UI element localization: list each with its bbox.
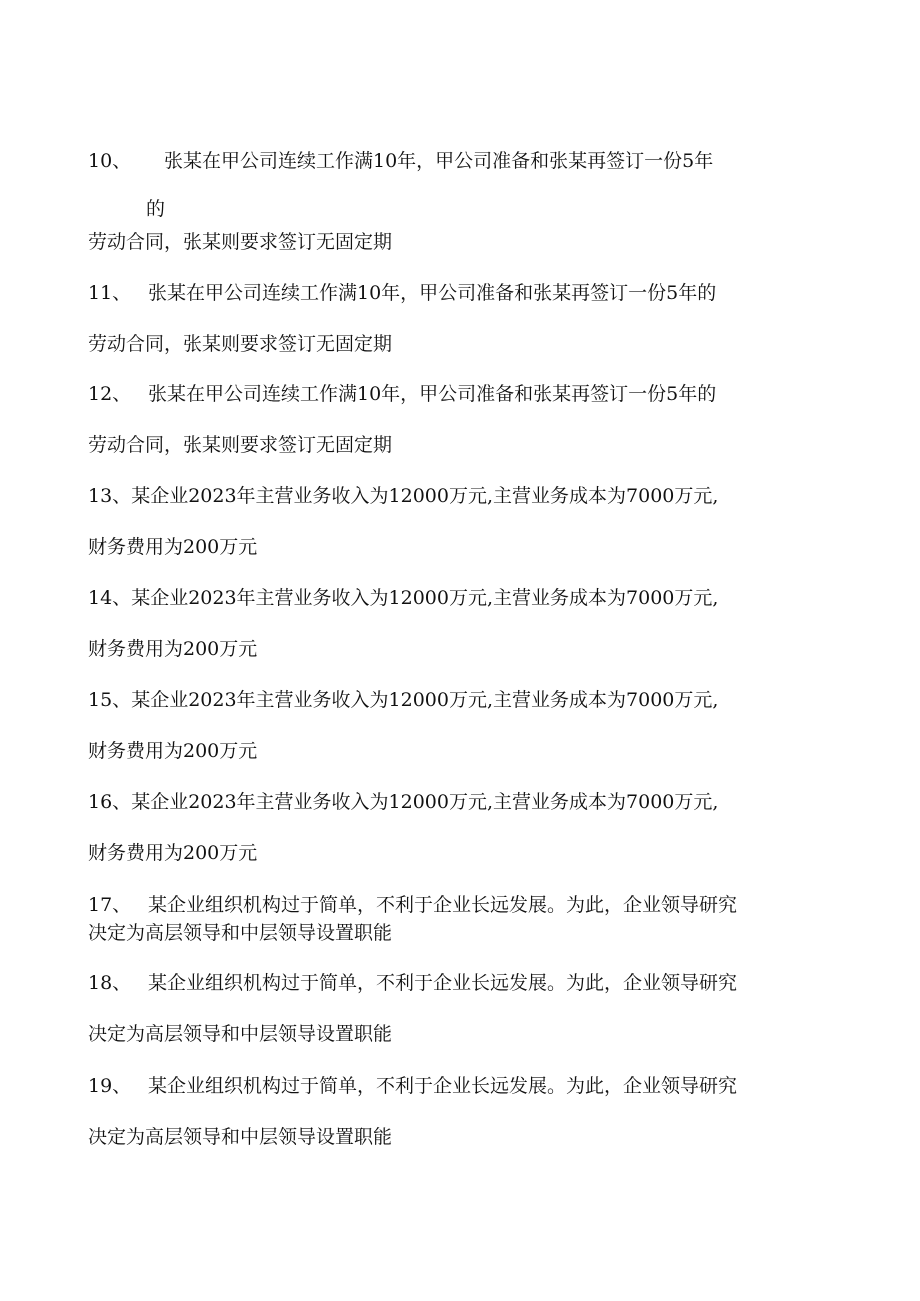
question-text: 某企业2023年主营业务收入为12000万元,主营业务成本为7000万元, (131, 587, 719, 609)
question-number: 11、 (88, 282, 132, 304)
question-text: 某企业2023年主营业务收入为12000万元,主营业务成本为7000万元, (131, 689, 719, 711)
question-11-line-1 (88, 280, 716, 306)
question-text: 张某在甲公司连续工作满10年，甲公司准备和张某再签订一份5年的 (148, 282, 717, 304)
question-number: 14、 (88, 587, 132, 609)
question-text: 某企业2023年主营业务收入为12000万元,主营业务成本为7000万元, (131, 485, 719, 507)
question-13-line-2 (88, 534, 257, 560)
question-number: 19、 (88, 1075, 132, 1097)
question-text-wrap: 的 (146, 198, 166, 220)
question-17-line-2 (88, 920, 392, 946)
question-text: 决定为高层领导和中层领导设置职能 (88, 922, 393, 944)
question-12-line-1 (88, 381, 716, 407)
question-18-line-2 (88, 1021, 392, 1047)
question-text: 决定为高层领导和中层领导设置职能 (88, 1023, 393, 1045)
question-text: 某企业组织机构过于简单，不利于企业长远发展。为此，企业领导研究 (148, 972, 738, 994)
question-text: 财务费用为200万元 (88, 842, 258, 864)
question-19-line-1 (88, 1073, 737, 1099)
question-11-line-2 (88, 331, 392, 357)
question-18-line-1 (88, 970, 737, 996)
question-text: 张某在甲公司连续工作满10年，甲公司准备和张某再签订一份5年 (164, 150, 714, 172)
question-text: 劳动合同，张某则要求签订无固定期 (88, 434, 393, 456)
question-16-line-2 (88, 840, 257, 866)
question-text: 财务费用为200万元 (88, 536, 258, 558)
question-10-line-1 (88, 148, 713, 174)
question-15-line-2 (88, 738, 257, 764)
question-14-line-2 (88, 636, 257, 662)
question-number: 17、 (88, 894, 132, 916)
question-text: 财务费用为200万元 (88, 638, 258, 660)
question-text: 劳动合同，张某则要求签订无固定期 (88, 333, 393, 355)
question-10-line-1b (146, 196, 165, 222)
question-text: 张某在甲公司连续工作满10年，甲公司准备和张某再签订一份5年的 (148, 383, 717, 405)
question-17-line-1 (88, 892, 737, 918)
question-text: 某企业组织机构过于简单，不利于企业长远发展。为此，企业领导研究 (148, 894, 738, 916)
question-10-line-2 (88, 229, 392, 255)
question-text: 劳动合同，张某则要求签订无固定期 (88, 231, 393, 253)
question-text: 某企业组织机构过于简单，不利于企业长远发展。为此，企业领导研究 (148, 1075, 738, 1097)
question-14-line-1 (88, 585, 718, 611)
question-number: 18、 (88, 972, 132, 994)
question-text: 某企业2023年主营业务收入为12000万元,主营业务成本为7000万元, (131, 791, 719, 813)
question-number: 12、 (88, 383, 132, 405)
question-text: 决定为高层领导和中层领导设置职能 (88, 1126, 393, 1148)
question-number: 13、 (88, 485, 132, 507)
question-15-line-1 (88, 687, 718, 713)
question-number: 16、 (88, 791, 132, 813)
question-19-line-2 (88, 1124, 392, 1150)
question-number: 15、 (88, 689, 132, 711)
question-13-line-1 (88, 483, 718, 509)
question-number: 10、 (88, 150, 132, 172)
question-text: 财务费用为200万元 (88, 740, 258, 762)
question-16-line-1 (88, 789, 718, 815)
question-12-line-2 (88, 432, 392, 458)
